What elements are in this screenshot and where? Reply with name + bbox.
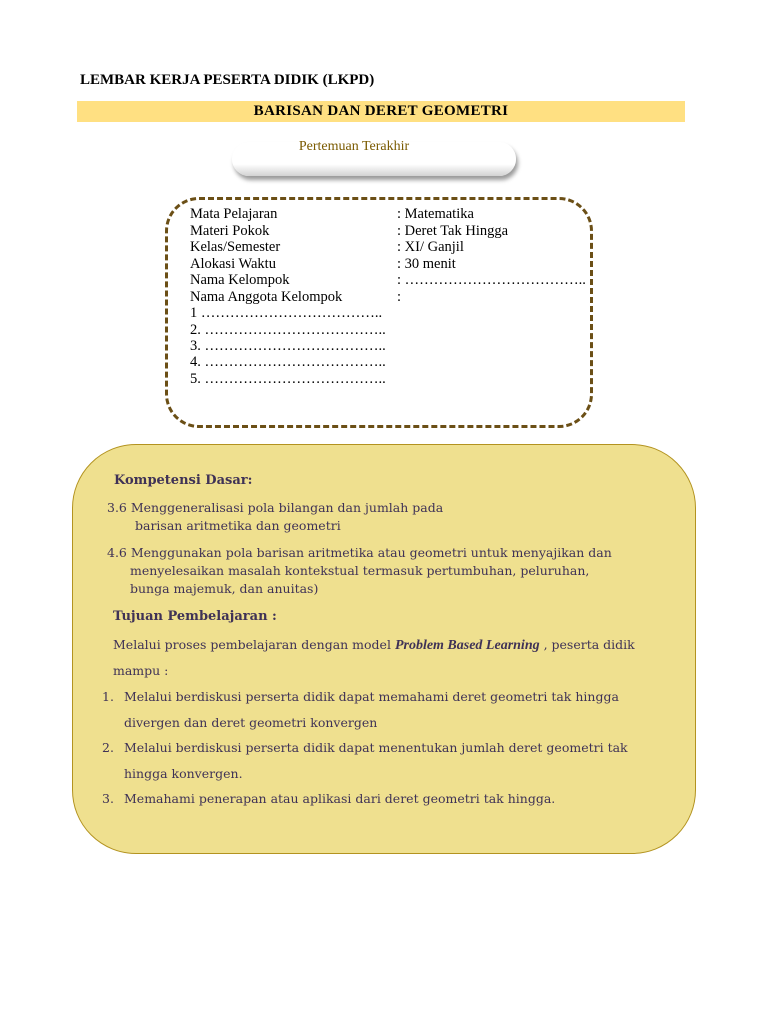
objective-line2: hingga konvergen.	[124, 766, 243, 781]
objective-line1: Melalui berdiskusi perserta didik dapat memahami deret geometri tak hingga	[124, 689, 619, 704]
member-label: 4. ………………………………..	[190, 354, 386, 370]
member-label: 3. ………………………………..	[190, 338, 386, 354]
objective-number: 2.	[102, 740, 114, 755]
info-value: : Matematika	[397, 206, 474, 222]
info-value: : ………………………………..	[397, 272, 586, 288]
info-label: Materi Pokok	[190, 222, 270, 239]
kd-4-6-line1: 4.6 Menggunakan pola barisan aritmetika atau geometri untuk menyajikan dan	[107, 545, 612, 560]
info-value: : XI/ Ganjil	[397, 239, 464, 255]
info-value: :	[397, 289, 402, 305]
info-value: : 30 menit	[397, 255, 456, 272]
kd-4-6-line2: menyelesaikan masalah kontekstual termasuk pertumbuhan, peluruhan,	[130, 563, 590, 578]
topic-banner: BARISAN DAN DERET GEOMETRI	[77, 101, 685, 122]
objective-number: 3.	[102, 791, 114, 806]
kd-3-6-line1: 3.6 Menggeneralisasi pola bilangan dan jumlah pada	[107, 500, 444, 515]
competency-heading: Kompetensi Dasar:	[114, 473, 253, 488]
objective-line2: divergen dan deret geometri konvergen	[124, 715, 378, 730]
meeting-label: Pertemuan Terakhir	[298, 139, 410, 154]
info-label: Nama Kelompok	[190, 272, 290, 288]
document-title: LEMBAR KERJA PESERTA DIDIK (LKPD)	[80, 72, 375, 88]
info-value: : Deret Tak Hingga	[397, 222, 509, 239]
member-label: 5. ………………………………..	[190, 370, 386, 387]
info-label: Kelas/Semester	[190, 239, 281, 255]
objectives-intro-line2: mampu :	[113, 663, 169, 678]
objectives-intro-a: Melalui proses pembelajaran dengan model	[113, 637, 395, 652]
kd-3-6-line2: barisan aritmetika dan geometri	[135, 518, 341, 533]
objective-line1: Memahami penerapan atau aplikasi dari deret geometri tak hingga.	[124, 791, 556, 806]
objective-number: 1.	[102, 689, 114, 704]
objectives-intro-b: , peserta didik	[539, 637, 635, 652]
objective-line1: Melalui berdiskusi perserta didik dapat menentukan jumlah deret geometri tak	[124, 740, 628, 755]
objectives-intro	[113, 637, 635, 654]
kd-4-6-line3: bunga majemuk, dan anuitas)	[130, 581, 319, 596]
info-label: Nama Anggota Kelompok	[190, 289, 343, 305]
objectives-heading: Tujuan Pembelajaran :	[113, 609, 277, 624]
info-label: Mata Pelajaran	[190, 206, 278, 222]
info-label: Alokasi Waktu	[190, 255, 276, 272]
member-label: 1 ………………………………..	[190, 305, 383, 321]
member-label: 2. ………………………………..	[190, 321, 386, 338]
model-name: Problem Based Learning	[394, 638, 540, 653]
